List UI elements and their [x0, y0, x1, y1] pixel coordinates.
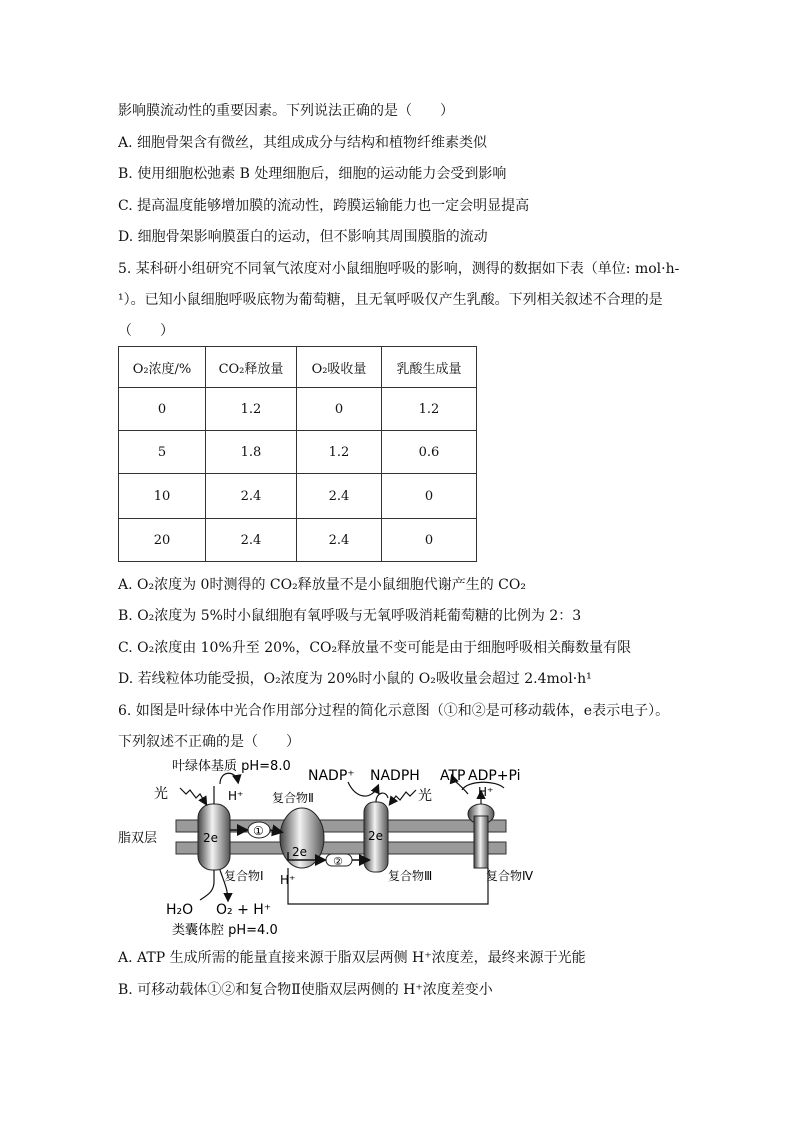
h-plus-top: H⁺ [228, 789, 244, 803]
q4-option-a: A. 细胞骨架含有微丝，其组成成分与结构和植物纤维素类似 [118, 135, 488, 151]
q4-option-c: C. 提高温度能够增加膜的流动性，跨膜运输能力也一定会明显提高 [118, 198, 530, 214]
complex1-label: 复合物Ⅰ [224, 869, 264, 883]
e-label-2: 2e [292, 845, 308, 859]
q5-stem-line3: （ ） [118, 323, 174, 339]
q5-stem-line1: 5. 某科研小组研究不同氧气浓度对小鼠细胞呼吸的影响，测得的数据如下表（单位: mol·h- [118, 261, 680, 277]
q5-option-c: C. O₂浓度由 10%升至 20%，CO₂释放量不变可能是由于细胞呼吸相关酶数量有限 [118, 640, 632, 656]
table-cell: 0.6 [382, 431, 477, 474]
table-header-cell: 乳酸生成量 [382, 347, 477, 388]
table-cell: 1.2 [382, 388, 477, 431]
table-cell: 5 [119, 431, 206, 474]
complex2-label: 复合物Ⅱ [272, 791, 314, 805]
table-cell: 0 [382, 474, 477, 519]
table-header-cell: O₂浓度/% [119, 347, 206, 388]
table-cell: 2.4 [297, 519, 382, 562]
e-label-1: 2e [203, 831, 219, 845]
atp-label: ATP [440, 768, 466, 784]
table-cell: 0 [382, 519, 477, 562]
q6-stem-line2: 下列叙述不正确的是（ ） [118, 734, 300, 750]
table-cell: 1.2 [206, 388, 297, 431]
h2o-label: H₂O [166, 902, 194, 918]
table-cell: 20 [119, 519, 206, 562]
table-header-cell: CO₂释放量 [206, 347, 297, 388]
q5-option-b: B. O₂浓度为 5%时小鼠细胞有氧呼吸与无氧呼吸消耗葡萄糖的比例为 2：3 [118, 608, 582, 624]
table-cell: 10 [119, 474, 206, 519]
table-row [119, 431, 477, 474]
complex3-label: 复合物Ⅲ [388, 869, 433, 883]
table-row [119, 388, 477, 431]
photosynthesis-diagram [116, 756, 534, 938]
carrier2-label: ② [333, 855, 343, 868]
complex4-stalk [474, 816, 488, 868]
q6-option-b: B. 可移动载体①②和复合物Ⅱ使脂双层两侧的 H⁺浓度差变小 [118, 982, 493, 998]
table-cell: 2.4 [206, 519, 297, 562]
complex2-shape [280, 808, 324, 868]
nadph-label: NADPH [370, 768, 420, 784]
table-cell: 0 [297, 388, 382, 431]
stroma-label: 叶绿体基质 pH=8.0 [172, 759, 291, 774]
h-plus-bottom: H⁺ [280, 873, 296, 887]
light-label-1: 光 [154, 786, 168, 802]
e-label-3: 2e [368, 829, 384, 843]
table-cell: 2.4 [297, 474, 382, 519]
o2-h-label: O₂ + H⁺ [216, 902, 272, 918]
q4-option-d: D. 细胞骨架影响膜蛋白的运动，但不影响其周围膜脂的流动 [118, 229, 488, 245]
light-label-2: 光 [418, 788, 432, 804]
table-cell: 1.2 [297, 431, 382, 474]
q5-option-d: D. 若线粒体功能受损，O₂浓度为 20%时小鼠的 O₂吸收量会超过 2.4mol·h¹ [118, 671, 592, 687]
q4-intro: 影响膜流动性的重要因素。下列说法正确的是（ ） [118, 103, 454, 119]
lumen-label: 类囊体腔 pH=4.0 [172, 923, 278, 938]
bilayer-label: 脂双层 [118, 831, 158, 846]
q5-stem-line2: ¹）。已知小鼠细胞呼吸底物为葡萄糖，且无氧呼吸仅产生乳酸。下列相关叙述不合理的是 [118, 292, 663, 308]
table-header-row [119, 347, 477, 388]
h-plus-atp: H⁺ [478, 785, 494, 799]
q4-option-b: B. 使用细胞松弛素 B 处理细胞后，细胞的运动能力会受到影响 [118, 166, 507, 182]
table-cell: 0 [119, 388, 206, 431]
table-row [119, 519, 477, 562]
complex4-label: 复合物Ⅳ [486, 869, 534, 883]
adp-label: ADP+Pi [468, 768, 521, 784]
carrier1-label: ① [253, 824, 264, 838]
nadp-label: NADP⁺ [308, 768, 355, 784]
q6-option-a: A. ATP 生成所需的能量直接来源于脂双层两侧 H⁺浓度差，最终来源于光能 [118, 950, 586, 966]
q6-stem-line1: 6. 如图是叶绿体中光合作用部分过程的简化示意图（①和②是可移动载体，e表示电子）。 [118, 703, 670, 719]
table-row [119, 474, 477, 519]
table-cell: 1.8 [206, 431, 297, 474]
q5-option-a: A. O₂浓度为 0时测得的 CO₂释放量不是小鼠细胞代谢产生的 CO₂ [118, 577, 526, 593]
table-cell: 2.4 [206, 474, 297, 519]
q5-data-table [118, 346, 477, 562]
table-header-cell: O₂吸收量 [297, 347, 382, 388]
